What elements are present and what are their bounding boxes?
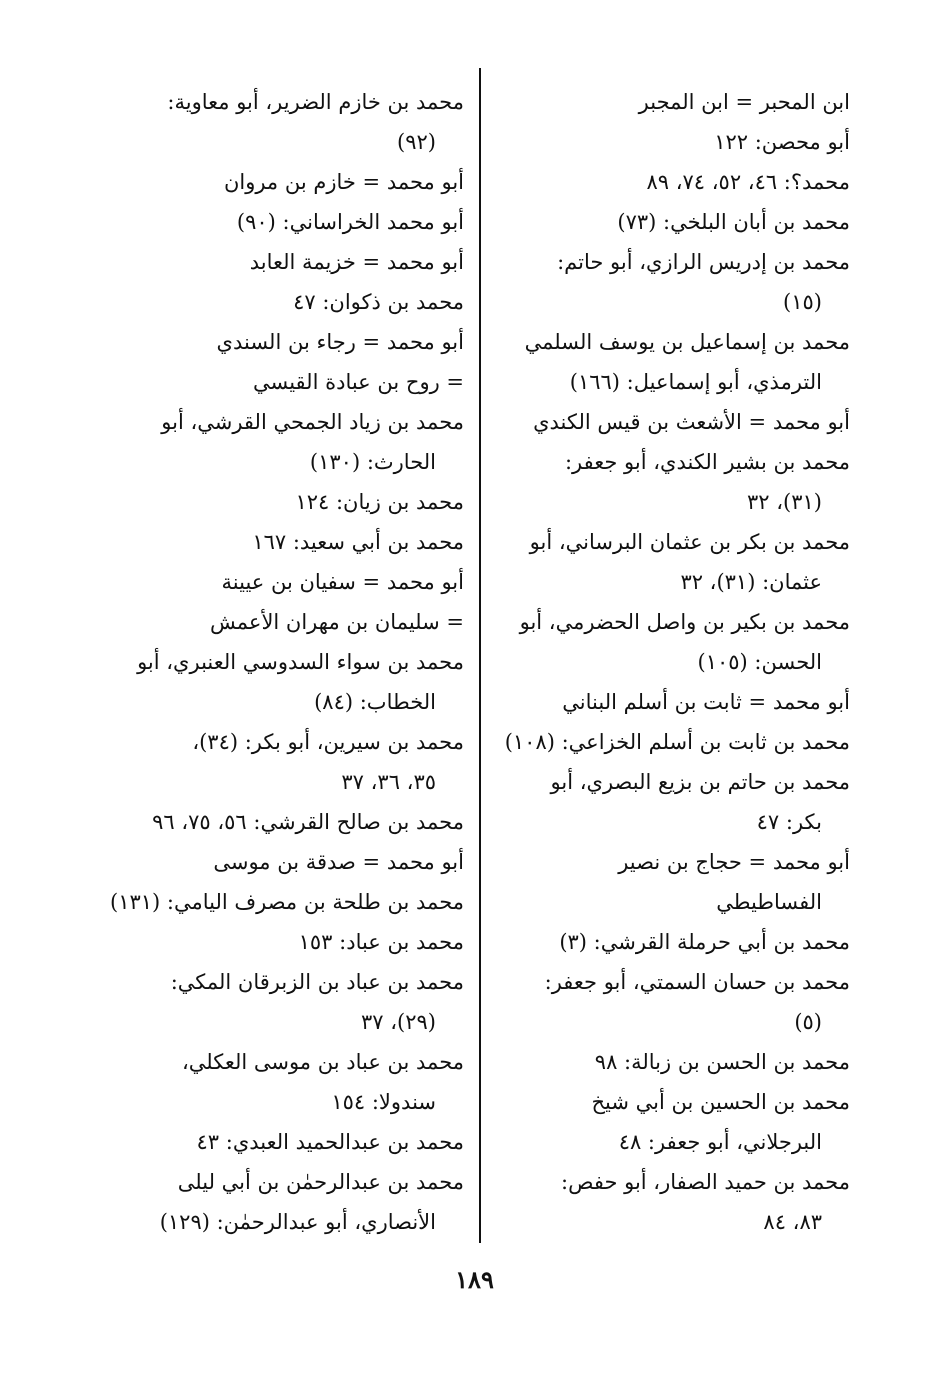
index-entry (478, 442, 850, 522)
index-entry (92, 482, 464, 522)
entry-line: أبو محمد = خزيمة العابد (249, 250, 464, 274)
entry-continuation: الحارث: (١٣٠) (309, 450, 436, 474)
index-entry (92, 562, 464, 602)
entry-line: أبو محمد = ثابت بن أسلم البناني (562, 690, 850, 714)
entry-line: محمد بن زياد الجمحي القرشي، أبو (161, 410, 464, 434)
page-number: ١٨٩ (455, 1265, 494, 1294)
index-entry (92, 642, 464, 722)
entry-continuation: الأنصاري، أبو عبدالرحمٰن: (١٢٩) (159, 1210, 436, 1234)
entry-line: محمد بن حاتم بن بزيع البصري، أبو (550, 770, 850, 794)
left-column (92, 82, 464, 1242)
entry-line: = سليمان بن مهران الأعمش (210, 610, 464, 634)
index-entry (478, 1042, 850, 1082)
index-entry (92, 1162, 464, 1242)
entry-line: محمد بن صالح القرشي: ٥٦، ٧٥، ٩٦ (152, 810, 464, 834)
entry-line: ابن المحبر = ابن المجبر (638, 90, 850, 114)
entry-continuation: الترمذي، أبو إسماعيل: (١٦٦) (569, 370, 822, 394)
right-column (478, 82, 850, 1242)
index-entry (478, 722, 850, 762)
index-entry (478, 82, 850, 122)
entry-line: محمد بن أبي سعيد: ١٦٧ (252, 530, 464, 554)
index-entry (92, 1042, 464, 1122)
entry-line: أبو محمد = سفيان بن عيينة (221, 570, 464, 594)
entry-line: محمد بن ذكوان: ٤٧ (293, 290, 464, 314)
entry-continuation: (٥) (794, 1010, 822, 1034)
entry-line: محمد بن حسان السمتي، أبو جعفر: (544, 970, 850, 994)
entry-line: محمد بن عبدالحميد العبدي: ٤٣ (196, 1130, 464, 1154)
index-entry (92, 802, 464, 842)
index-entry (478, 602, 850, 682)
index-entry (478, 962, 850, 1042)
index-entry (478, 682, 850, 722)
index-entry (478, 322, 850, 402)
index-entry (478, 762, 850, 842)
index-entry (478, 522, 850, 602)
index-entry (92, 522, 464, 562)
index-entry (92, 82, 464, 162)
entry-line: محمد بن زيان: ١٢٤ (295, 490, 464, 514)
entry-line: محمد بن الحسين بن أبي شيخ (591, 1090, 850, 1114)
entry-line: محمد بن إسماعيل بن يوسف السلمي (524, 330, 850, 354)
entry-line: محمد بن أبي حرملة القرشي: (٣) (559, 930, 850, 954)
entry-continuation: (٢٩)، ٣٧ (361, 1010, 436, 1034)
index-entry (92, 322, 464, 362)
index-entry (478, 242, 850, 322)
entry-continuation: الفساطيطي (716, 890, 822, 914)
entry-line: محمد بن بشير الكندي، أبو جعفر: (564, 450, 850, 474)
entry-line: محمد بن الحسن بن زبالة: ٩٨ (594, 1050, 850, 1074)
entry-line: محمد بن طلحة بن مصرف اليامي: (١٣١) (109, 890, 464, 914)
index-entry (478, 202, 850, 242)
index-entry (92, 362, 464, 402)
index-entry (92, 162, 464, 202)
entry-continuation: الخطاب: (٨٤) (314, 690, 436, 714)
entry-continuation: عثمان: (٣١)، ٣٢ (680, 570, 822, 594)
entry-line: أبو محمد = صدقة بن موسى (213, 850, 464, 874)
index-entry (92, 922, 464, 962)
index-entry (92, 402, 464, 482)
index-entry (478, 922, 850, 962)
entry-line: محمد بن سواء السدوسي العنبري، أبو (137, 650, 464, 674)
entry-line: أبو محمد = رجاء بن السندي (216, 330, 464, 354)
index-entry (92, 842, 464, 882)
entry-line: محمد بن حميد الصفار، أبو حفص: (561, 1170, 850, 1194)
entry-line: أبو محمد = خازم بن مروان (223, 170, 464, 194)
index-entry (92, 242, 464, 282)
entry-line: أبو محمد = الأشعث بن قيس الكندي (533, 410, 850, 434)
entry-line: محمد بن إدريس الرازي، أبو حاتم: (557, 250, 850, 274)
entry-continuation: ٣٥، ٣٦، ٣٧ (341, 770, 436, 794)
index-entry (92, 962, 464, 1042)
index-entry (478, 1082, 850, 1162)
entry-line: أبو محمد = حجاج بن نصير (618, 850, 850, 874)
entry-line: محمد بن بكير بن واصل الحضرمي، أبو (519, 610, 850, 634)
entry-line: أبو محصن: ١٢٢ (714, 130, 850, 154)
entry-line: محمد بن عبدالرحمٰن بن أبي ليلى (177, 1170, 464, 1194)
index-entry (92, 1122, 464, 1162)
index-entry (478, 1162, 850, 1242)
entry-continuation: (١٥) (783, 290, 822, 314)
index-entry (92, 602, 464, 642)
entry-line: محمد بن سيرين، أبو بكر: (٣٤)، (192, 730, 464, 754)
index-entry (478, 842, 850, 922)
entry-line: أبو محمد الخراساني: (٩٠) (236, 210, 464, 234)
index-entry (92, 722, 464, 802)
entry-line: محمد بن عباد بن الزبرقان المكي: (170, 970, 464, 994)
index-entry (92, 282, 464, 322)
entry-continuation: (٩٢) (397, 130, 436, 154)
entry-continuation: سندولا: ١٥٤ (331, 1090, 436, 1114)
entry-continuation: ٨٣، ٨٤ (763, 1210, 822, 1234)
entry-line: = روح بن عبادة القيسي (252, 370, 464, 394)
entry-continuation: (٣١)، ٣٢ (747, 490, 822, 514)
column-divider (479, 68, 481, 1243)
index-entry (478, 162, 850, 202)
entry-line: محمد بن خازم الضرير، أبو معاوية: (167, 90, 464, 114)
index-entry (92, 882, 464, 922)
index-entry (478, 122, 850, 162)
entry-line: محمد بن ثابت بن أسلم الخزاعي: (١٠٨) (504, 730, 850, 754)
entry-continuation: الحسن: (١٠٥) (697, 650, 822, 674)
entry-line: محمد بن عباد: ١٥٣ (298, 930, 464, 954)
index-entry (478, 402, 850, 442)
entry-line: محمد بن عباد بن موسى العكلي، (181, 1050, 464, 1074)
entry-continuation: البرجلاني، أبو جعفر: ٤٨ (618, 1130, 822, 1154)
entry-continuation: بكر: ٤٧ (756, 810, 822, 834)
entry-line: محمد بن بكر بن عثمان البرساني، أبو (529, 530, 850, 554)
entry-line: محمد؟: ٤٦، ٥٢، ٧٤، ٨٩ (646, 170, 850, 194)
index-entry (92, 202, 464, 242)
entry-line: محمد بن أبان البلخي: (٧٣) (617, 210, 850, 234)
